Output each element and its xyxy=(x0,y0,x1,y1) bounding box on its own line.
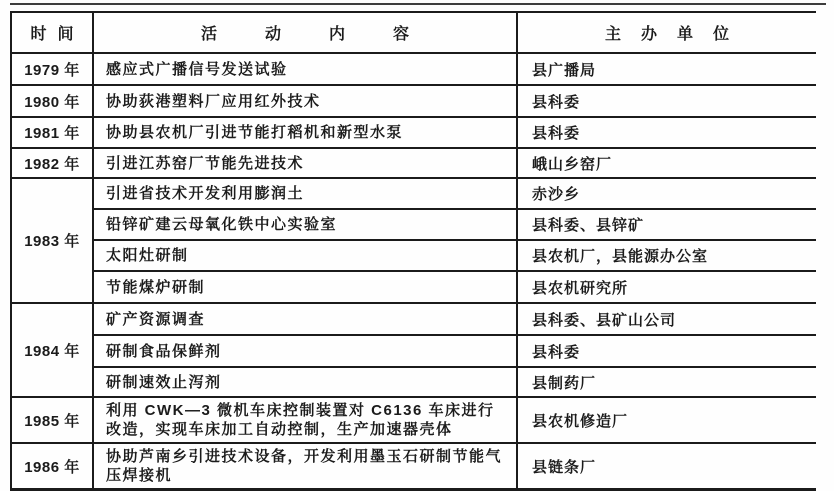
organizer-cell: 县科委、县锌矿 xyxy=(517,209,816,240)
activity-cell: 矿产资源调查 xyxy=(93,303,517,335)
organizer-cell: 县科委、县矿山公司 xyxy=(517,303,816,335)
activity-cell: 协助荻港塑料厂应用红外技术 xyxy=(93,85,517,117)
year-cell: 1981 年 xyxy=(11,117,93,148)
organizer-cell: 县农机研究所 xyxy=(517,271,816,303)
year-cell: 1985 年 xyxy=(11,397,93,443)
header-cell-time: 时间 xyxy=(11,12,93,53)
year-cell: 1984 年 xyxy=(11,303,93,397)
table-row xyxy=(11,53,816,85)
table-row xyxy=(11,240,816,271)
header-row xyxy=(11,12,816,53)
year-cell: 1986 年 xyxy=(11,443,93,490)
table-row xyxy=(11,303,816,335)
header-cell-activity: 活动内容 xyxy=(93,12,517,53)
table-row xyxy=(11,397,816,443)
year-cell: 1982 年 xyxy=(11,148,93,178)
activity-cell: 协助县农机厂引进节能打稻机和新型水泵 xyxy=(93,117,517,148)
activity-cell: 协助芦南乡引进技术设备，开发利用墨玉石研制节能气压焊接机 xyxy=(93,443,517,490)
year-cell: 1980 年 xyxy=(11,85,93,117)
organizer-cell: 县农机厂，县能源办公室 xyxy=(517,240,816,271)
table-row xyxy=(11,443,816,490)
activities-table xyxy=(10,11,816,491)
activity-cell: 铅锌矿建云母氧化铁中心实验室 xyxy=(93,209,517,240)
activity-cell: 研制食品保鲜剂 xyxy=(93,335,517,367)
header-cell-organizer: 主办单位 xyxy=(517,12,816,53)
activity-cell: 感应式广播信号发送试验 xyxy=(93,53,517,85)
activity-cell: 利用 CWK—3 微机车床控制装置对 C6136 车床进行改造，实现车床加工自动控制，生产加速器壳体 xyxy=(93,397,517,443)
organizer-cell: 县农机修造厂 xyxy=(517,397,816,443)
table-row xyxy=(11,335,816,367)
organizer-cell: 赤沙乡 xyxy=(517,178,816,209)
table-row xyxy=(11,148,816,178)
activity-cell: 太阳灶研制 xyxy=(93,240,517,271)
organizer-cell: 县广播局 xyxy=(517,53,816,85)
top-thin-rule xyxy=(10,3,826,5)
activity-cell: 引进省技术开发利用膨润土 xyxy=(93,178,517,209)
organizer-cell: 县科委 xyxy=(517,85,816,117)
table-row xyxy=(11,117,816,148)
table-row xyxy=(11,209,816,240)
table-row xyxy=(11,178,816,209)
activity-cell: 研制速效止泻剂 xyxy=(93,367,517,397)
organizer-cell: 县链条厂 xyxy=(517,443,816,490)
table-row xyxy=(11,85,816,117)
organizer-cell: 县科委 xyxy=(517,117,816,148)
year-cell: 1983 年 xyxy=(11,178,93,303)
table-row xyxy=(11,367,816,397)
year-cell: 1979 年 xyxy=(11,53,93,85)
activity-cell: 引进江苏窑厂节能先进技术 xyxy=(93,148,517,178)
table-row xyxy=(11,271,816,303)
organizer-cell: 县科委 xyxy=(517,335,816,367)
activity-cell: 节能煤炉研制 xyxy=(93,271,517,303)
organizer-cell: 县制药厂 xyxy=(517,367,816,397)
organizer-cell: 峨山乡窑厂 xyxy=(517,148,816,178)
